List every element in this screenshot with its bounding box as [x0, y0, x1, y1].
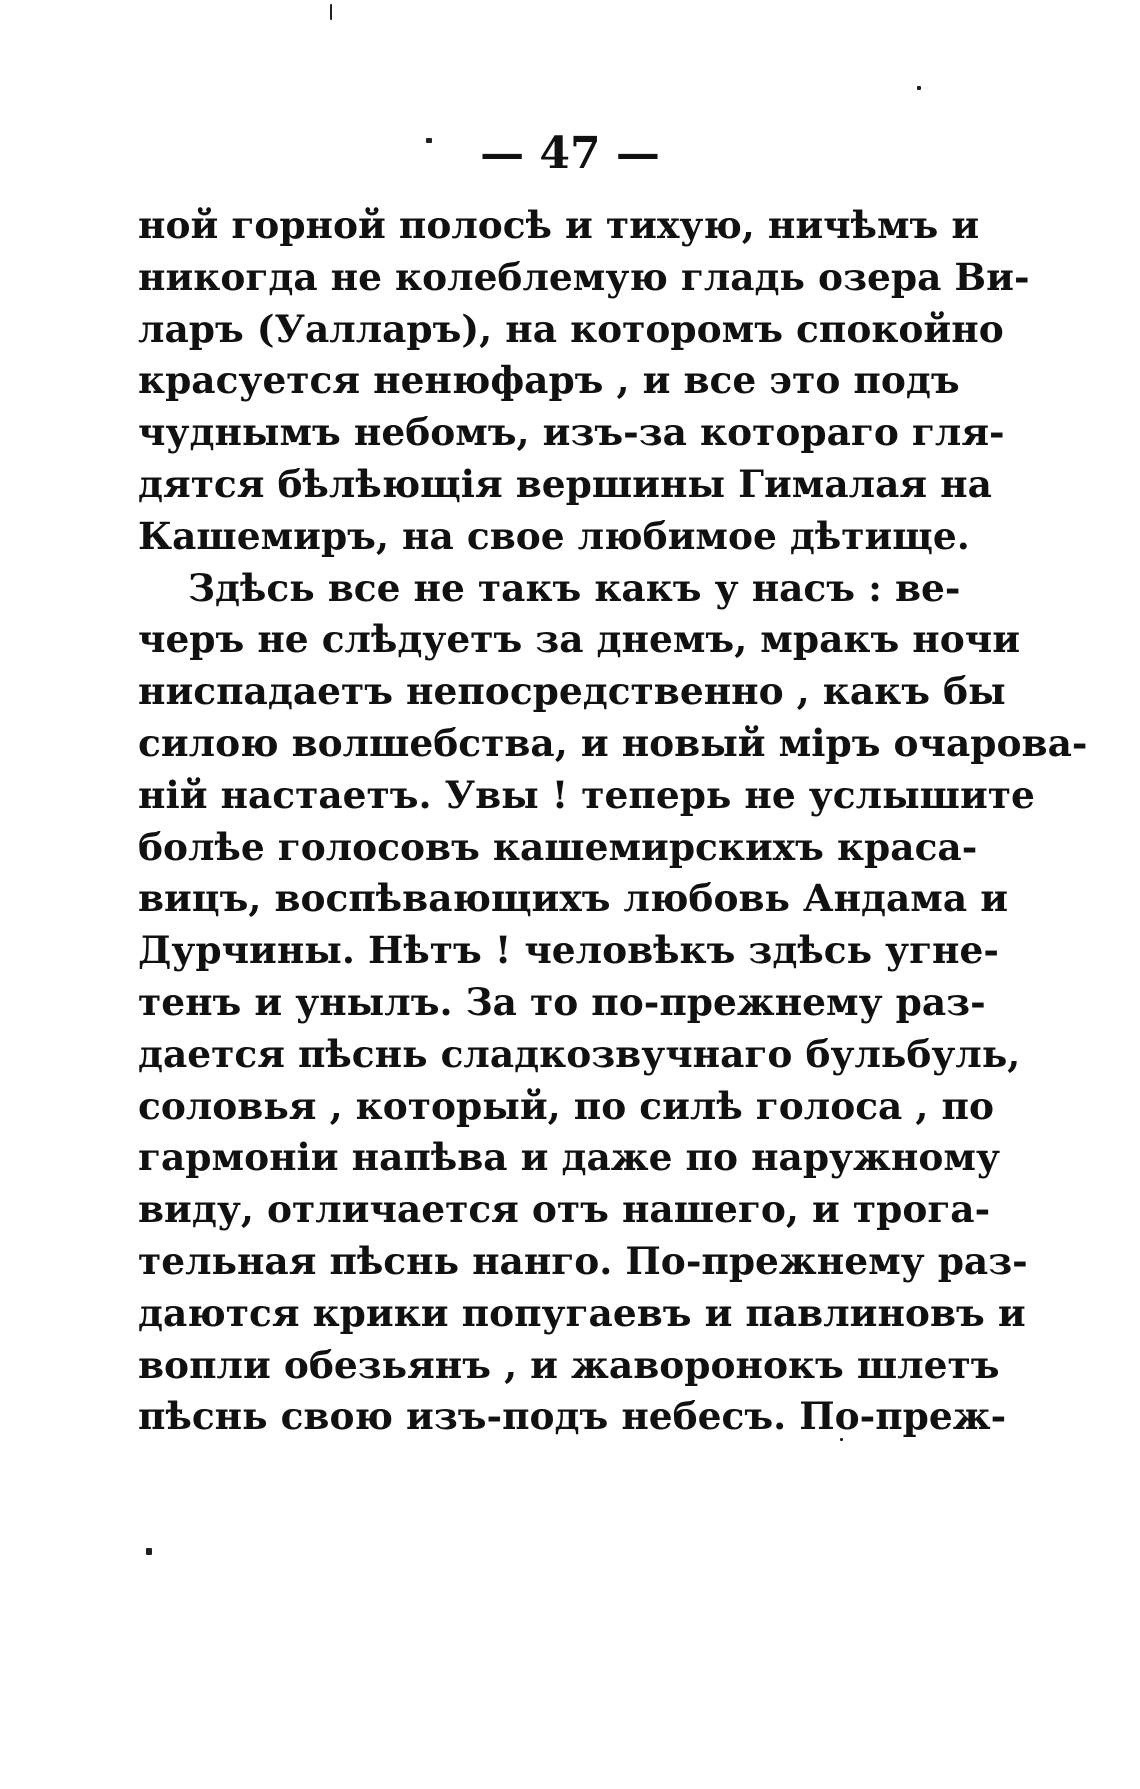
text-line: виду, отличается отъ нашего, и трога- — [138, 1187, 991, 1232]
text-line: болѣе голосовъ кашемирскихъ краса- — [138, 824, 978, 869]
text-line: черъ не слѣдуетъ за днемъ, мракъ ночи — [138, 617, 1021, 662]
text-line: красуется ненюфаръ , и все это подъ — [138, 358, 960, 403]
text-line: ниспадаетъ непосредственно , какъ бы — [138, 669, 1006, 714]
text-line: ной горной полосѣ и тихую, ничѣмъ и — [138, 203, 980, 247]
scan-speck — [426, 138, 432, 143]
scan-speck — [917, 86, 921, 90]
text-line: дятся бѣлѣющія вершины Гималая на — [138, 461, 992, 506]
text-line: силою волшебства, и новый міръ очарова- — [138, 720, 1088, 765]
page-number: — 47 — — [480, 128, 660, 179]
scan-speck — [146, 1548, 152, 1555]
text-line: гармоніи напѣва и даже по наружному — [138, 1135, 1000, 1180]
paragraph-1 — [138, 200, 1030, 563]
text-line: дается пѣснь сладкозвучнаго бульбуль, — [138, 1031, 1021, 1076]
text-line: ній настаетъ. Увы ! теперь не услышите — [138, 772, 1035, 817]
text-line: Дурчины. Нѣтъ ! человѣкъ здѣсь угне- — [138, 928, 999, 973]
text-line: тенъ и унылъ. За то по-прежнему раз- — [138, 979, 986, 1024]
paragraph-2 — [138, 563, 1088, 1444]
text-line: никогда не колеблемую гладь озера Ви- — [138, 254, 1030, 299]
text-line: Здѣсь все не такъ какъ у насъ : ве- — [188, 565, 961, 610]
text-line: вопли обезьянъ , и жаворонокъ шлетъ — [138, 1342, 1000, 1387]
text-line: ларъ (Уалларъ), на которомъ спокойно — [138, 306, 1004, 351]
text-line: пѣснь свою изъ-подъ небесъ. По-преж- — [138, 1394, 1007, 1439]
text-line: Кашемиръ, на свое любимое дѣтище. — [138, 513, 970, 558]
scan-speck — [330, 4, 332, 20]
body-text — [138, 200, 1088, 1443]
text-line: тельная пѣснь нанго. По-прежнему раз- — [138, 1238, 1028, 1283]
text-line: даются крики попугаевъ и павлиновъ и — [138, 1290, 1026, 1335]
scan-speck — [840, 1438, 843, 1441]
text-line: вицъ, воспѣвающихъ любовь Андама и — [138, 876, 1009, 921]
text-line: соловья , который, по силѣ голоса , по — [138, 1083, 994, 1128]
text-line: чуднымъ небомъ, изъ-за котораго гля- — [138, 410, 1005, 455]
